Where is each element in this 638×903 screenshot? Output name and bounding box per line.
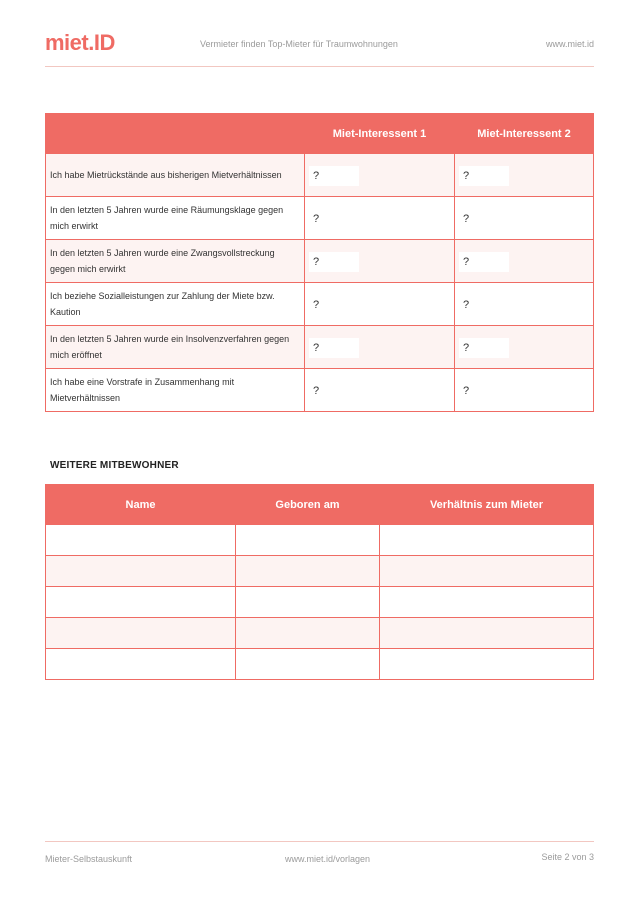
cohabitants-table <box>45 484 594 680</box>
header-tagline: Vermieter finden Top-Mieter für Traumwohnungen <box>200 39 398 49</box>
header-empty-cell <box>46 114 305 154</box>
answer-field-2[interactable]: ? <box>459 338 509 358</box>
footer-document-title: Mieter-Selbstauskunft <box>45 854 133 864</box>
birthdate-field[interactable] <box>236 587 380 618</box>
header-verhaeltnis: Verhältnis zum Mieter <box>380 485 594 525</box>
name-field[interactable] <box>46 587 236 618</box>
table-row <box>46 154 594 197</box>
birthdate-field[interactable] <box>236 525 380 556</box>
table-row <box>46 326 594 369</box>
table-row <box>46 240 594 283</box>
birthdate-field[interactable] <box>236 556 380 587</box>
question-label: Ich habe eine Vorstrafe in Zusammenhang mit Mietverhältnissen <box>46 369 305 412</box>
answer-cell <box>455 197 594 240</box>
table-row <box>46 283 594 326</box>
birthdate-field[interactable] <box>236 618 380 649</box>
answer-field-2[interactable]: ? <box>459 252 509 272</box>
answer-cell <box>455 154 594 197</box>
answer-cell <box>305 154 455 197</box>
answer-cell <box>455 283 594 326</box>
name-field[interactable] <box>46 525 236 556</box>
birthdate-field[interactable] <box>236 649 380 680</box>
answer-cell <box>305 240 455 283</box>
answer-cell <box>455 326 594 369</box>
section-title-mitbewohner: WEITERE MITBEWOHNER <box>50 460 179 471</box>
footer-link[interactable]: www.miet.id/vorlagen <box>285 854 371 864</box>
relationship-field[interactable] <box>380 618 594 649</box>
relationship-field[interactable] <box>380 587 594 618</box>
answer-field-2[interactable]: ? <box>459 381 509 401</box>
header-interessent-2: Miet-Interessent 2 <box>455 114 594 154</box>
header-website: www.miet.id <box>545 39 594 49</box>
answer-field-1[interactable]: ? <box>309 295 359 315</box>
answer-cell <box>305 326 455 369</box>
questions-table <box>45 113 594 412</box>
answer-cell <box>455 369 594 412</box>
answer-field-1[interactable]: ? <box>309 209 359 229</box>
table-row <box>46 556 594 587</box>
header-name: Name <box>46 485 236 525</box>
answer-field-1[interactable]: ? <box>309 252 359 272</box>
table-row <box>46 618 594 649</box>
table-row <box>46 197 594 240</box>
table-row <box>46 587 594 618</box>
page-number: Seite 2 von 3 <box>541 852 594 862</box>
questions-table-header <box>46 114 594 154</box>
answer-cell <box>305 283 455 326</box>
page-footer <box>45 841 594 872</box>
question-label: In den letzten 5 Jahren wurde eine Räumungsklage gegen mich erwirkt <box>46 197 305 240</box>
header-interessent-1: Miet-Interessent 1 <box>305 114 455 154</box>
answer-cell <box>305 197 455 240</box>
answer-field-2[interactable]: ? <box>459 209 509 229</box>
table-row <box>46 525 594 556</box>
relationship-field[interactable] <box>380 649 594 680</box>
header-geboren-am: Geboren am <box>236 485 380 525</box>
name-field[interactable] <box>46 618 236 649</box>
answer-field-1[interactable]: ? <box>309 338 359 358</box>
question-label: Ich habe Mietrückstände aus bisherigen Mietverhältnissen <box>46 154 305 197</box>
answer-cell <box>305 369 455 412</box>
answer-field-1[interactable]: ? <box>309 166 359 186</box>
relationship-field[interactable] <box>380 556 594 587</box>
table-row <box>46 649 594 680</box>
answer-field-1[interactable]: ? <box>309 381 359 401</box>
question-label: Ich beziehe Sozialleistungen zur Zahlung der Miete bzw. Kaution <box>46 283 305 326</box>
answer-field-2[interactable]: ? <box>459 295 509 315</box>
miet-id-logo: miet.ID <box>45 30 115 55</box>
question-label: In den letzten 5 Jahren wurde ein Insolvenzverfahren gegen mich eröffnet <box>46 326 305 369</box>
relationship-field[interactable] <box>380 525 594 556</box>
cohabitants-table-header <box>46 485 594 525</box>
question-label: In den letzten 5 Jahren wurde eine Zwangsvollstreckung gegen mich erwirkt <box>46 240 305 283</box>
table-row <box>46 369 594 412</box>
name-field[interactable] <box>46 556 236 587</box>
name-field[interactable] <box>46 649 236 680</box>
page-header <box>45 28 594 67</box>
answer-field-2[interactable]: ? <box>459 166 509 186</box>
answer-cell <box>455 240 594 283</box>
